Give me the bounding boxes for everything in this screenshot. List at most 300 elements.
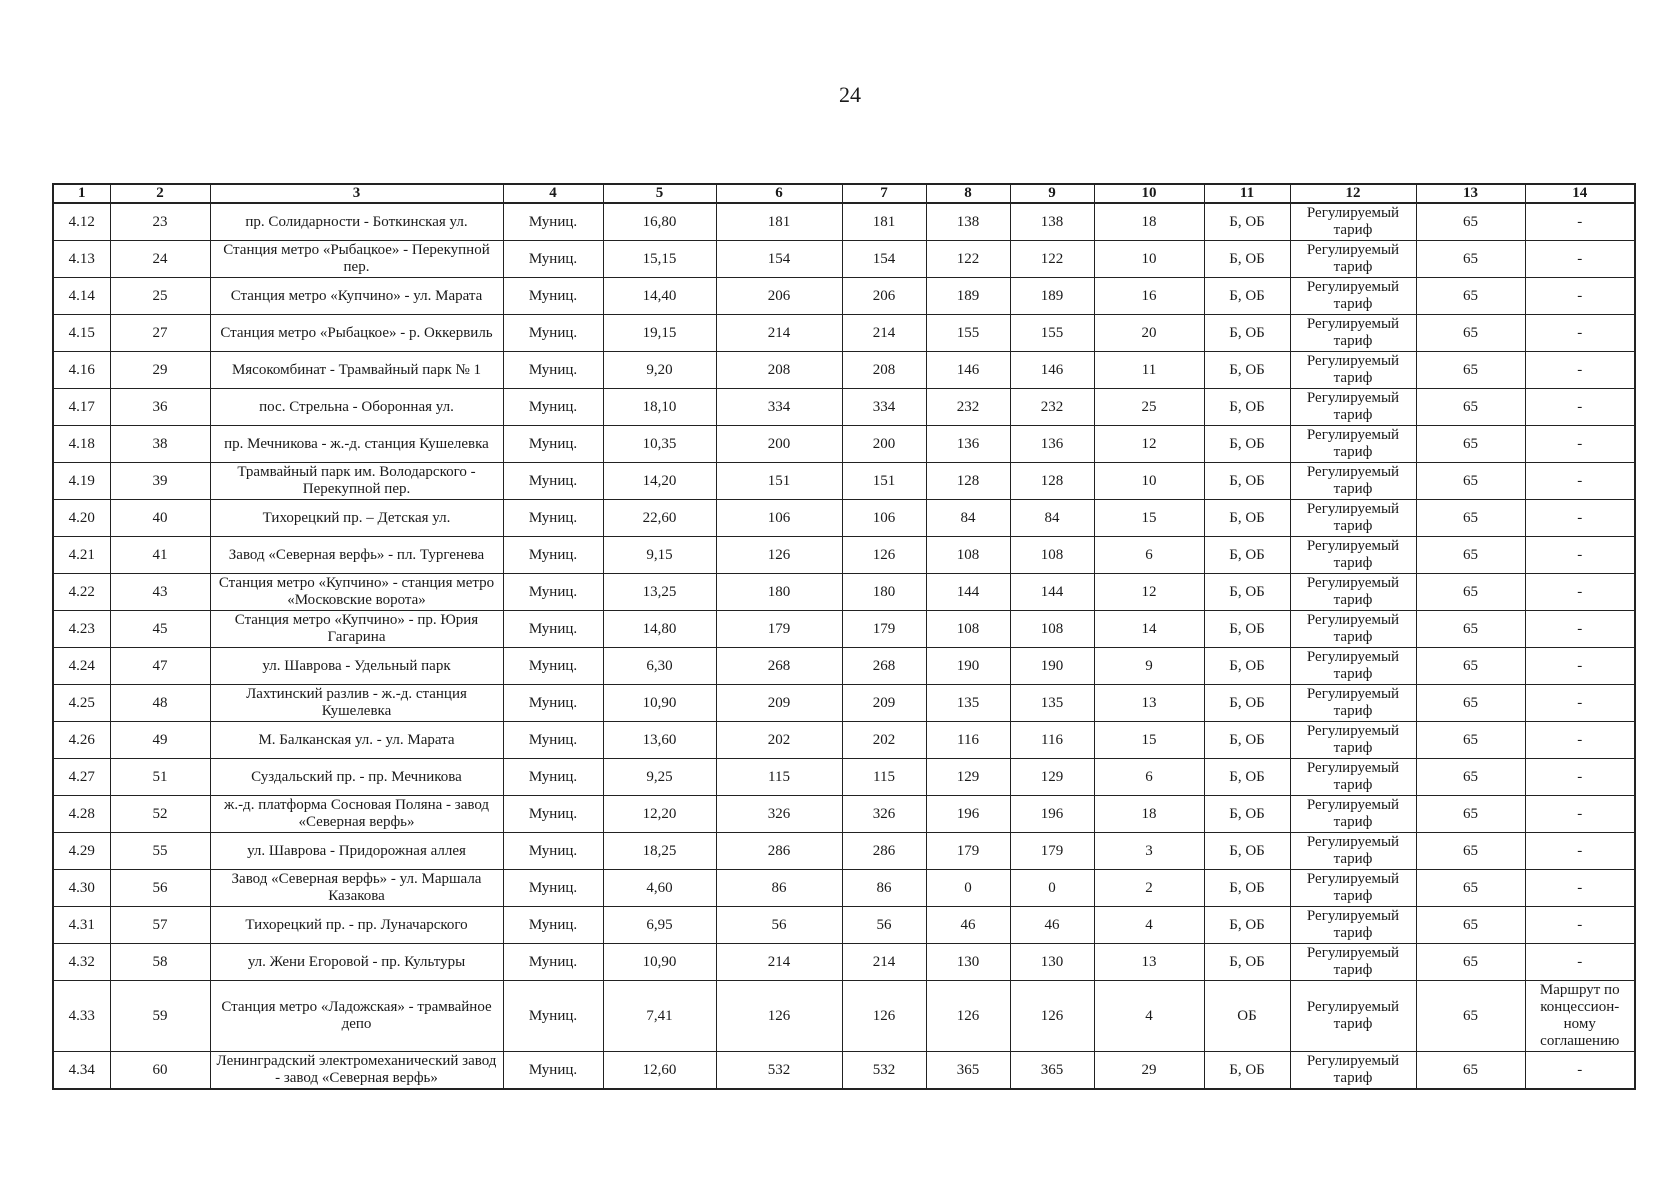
cell-capacity: 65	[1416, 759, 1525, 796]
routes-table	[52, 183, 1636, 1090]
cell-route-number: 38	[110, 426, 210, 463]
cell-stops-backward: 232	[1010, 389, 1094, 426]
cell-route-name: Завод «Северная верфь» - ул. Маршала Казакова	[210, 870, 503, 907]
cell-vehicle-class: Б, ОБ	[1204, 203, 1290, 241]
cell-route-name: Станция метро «Ладожская» - трамвайное депо	[210, 981, 503, 1052]
cell-vehicles: 6	[1094, 537, 1204, 574]
cell-vehicle-class: Б, ОБ	[1204, 944, 1290, 981]
cell-vehicles: 3	[1094, 833, 1204, 870]
cell-tariff: Регулируемый тариф	[1290, 278, 1416, 315]
cell-route-name: Лахтинский разлив - ж.-д. станция Кушелевка	[210, 685, 503, 722]
cell-tariff: Регулируемый тариф	[1290, 648, 1416, 685]
cell-notes: -	[1525, 389, 1635, 426]
cell-route-name: М. Балканская ул. - ул. Марата	[210, 722, 503, 759]
cell-vehicles: 15	[1094, 500, 1204, 537]
cell-vehicle-class: Б, ОБ	[1204, 833, 1290, 870]
cell-route-name: Тихорецкий пр. - пр. Луначарского	[210, 907, 503, 944]
cell-route-number: 59	[110, 981, 210, 1052]
cell-row-number: 4.22	[53, 574, 110, 611]
cell-route-number: 60	[110, 1052, 210, 1090]
cell-stop-count-forward: 532	[716, 1052, 842, 1090]
table-row	[53, 426, 1635, 463]
cell-stops-forward: 136	[926, 426, 1010, 463]
cell-capacity: 65	[1416, 574, 1525, 611]
cell-capacity: 65	[1416, 463, 1525, 500]
cell-stops-backward: 116	[1010, 722, 1094, 759]
cell-route-name: Суздальский пр. - пр. Мечникова	[210, 759, 503, 796]
cell-route-name: Трамвайный парк им. Володарского - Перекупной пер.	[210, 463, 503, 500]
cell-route-type: Муниц.	[503, 907, 603, 944]
cell-tariff: Регулируемый тариф	[1290, 315, 1416, 352]
cell-stop-count-backward: 179	[842, 611, 926, 648]
table-row	[53, 241, 1635, 278]
cell-vehicles: 6	[1094, 759, 1204, 796]
table-row	[53, 203, 1635, 241]
cell-stops-backward: 196	[1010, 796, 1094, 833]
cell-stops-forward: 189	[926, 278, 1010, 315]
page-number: 24	[839, 82, 861, 107]
table-body	[53, 203, 1635, 1089]
cell-route-number: 47	[110, 648, 210, 685]
cell-stops-backward: 126	[1010, 981, 1094, 1052]
table-row	[53, 907, 1635, 944]
cell-route-number: 43	[110, 574, 210, 611]
cell-stop-count-backward: 126	[842, 537, 926, 574]
cell-notes: -	[1525, 426, 1635, 463]
cell-tariff: Регулируемый тариф	[1290, 870, 1416, 907]
cell-row-number: 4.24	[53, 648, 110, 685]
cell-route-type: Муниц.	[503, 574, 603, 611]
cell-stops-forward: 130	[926, 944, 1010, 981]
cell-notes: -	[1525, 796, 1635, 833]
cell-tariff: Регулируемый тариф	[1290, 537, 1416, 574]
cell-stop-count-backward: 202	[842, 722, 926, 759]
cell-capacity: 65	[1416, 611, 1525, 648]
cell-notes: -	[1525, 352, 1635, 389]
cell-route-name: Станция метро «Рыбацкое» - р. Оккервиль	[210, 315, 503, 352]
cell-stops-backward: 144	[1010, 574, 1094, 611]
cell-tariff: Регулируемый тариф	[1290, 796, 1416, 833]
cell-stops-forward: 128	[926, 463, 1010, 500]
cell-stops-backward: 84	[1010, 500, 1094, 537]
cell-vehicles: 14	[1094, 611, 1204, 648]
cell-notes: -	[1525, 278, 1635, 315]
cell-route-type: Муниц.	[503, 352, 603, 389]
cell-stops-forward: 126	[926, 981, 1010, 1052]
cell-route-type: Муниц.	[503, 537, 603, 574]
table-row	[53, 759, 1635, 796]
cell-stops-backward: 365	[1010, 1052, 1094, 1090]
cell-route-length: 16,80	[603, 203, 716, 241]
cell-route-number: 25	[110, 278, 210, 315]
cell-vehicles: 10	[1094, 463, 1204, 500]
table-header	[53, 184, 1635, 203]
cell-route-number: 41	[110, 537, 210, 574]
cell-route-type: Муниц.	[503, 426, 603, 463]
cell-stop-count-forward: 115	[716, 759, 842, 796]
table-row	[53, 870, 1635, 907]
cell-route-length: 10,35	[603, 426, 716, 463]
cell-stops-backward: 155	[1010, 315, 1094, 352]
cell-capacity: 65	[1416, 426, 1525, 463]
cell-tariff: Регулируемый тариф	[1290, 574, 1416, 611]
cell-vehicle-class: Б, ОБ	[1204, 685, 1290, 722]
cell-notes: -	[1525, 648, 1635, 685]
cell-stops-backward: 136	[1010, 426, 1094, 463]
cell-route-type: Муниц.	[503, 1052, 603, 1090]
cell-vehicles: 15	[1094, 722, 1204, 759]
cell-stops-backward: 138	[1010, 203, 1094, 241]
cell-vehicle-class: Б, ОБ	[1204, 241, 1290, 278]
cell-stop-count-backward: 206	[842, 278, 926, 315]
cell-capacity: 65	[1416, 648, 1525, 685]
cell-vehicles: 12	[1094, 426, 1204, 463]
cell-vehicle-class: Б, ОБ	[1204, 759, 1290, 796]
cell-notes: -	[1525, 907, 1635, 944]
cell-route-length: 10,90	[603, 944, 716, 981]
column-header: 2	[110, 184, 210, 203]
cell-stop-count-backward: 126	[842, 981, 926, 1052]
cell-vehicle-class: Б, ОБ	[1204, 907, 1290, 944]
cell-route-length: 7,41	[603, 981, 716, 1052]
cell-vehicle-class: ОБ	[1204, 981, 1290, 1052]
cell-tariff: Регулируемый тариф	[1290, 981, 1416, 1052]
cell-route-name: ул. Шаврова - Удельный парк	[210, 648, 503, 685]
cell-stop-count-backward: 209	[842, 685, 926, 722]
cell-route-number: 29	[110, 352, 210, 389]
cell-notes: -	[1525, 500, 1635, 537]
cell-row-number: 4.31	[53, 907, 110, 944]
cell-stop-count-forward: 86	[716, 870, 842, 907]
cell-route-type: Муниц.	[503, 722, 603, 759]
table-row	[53, 944, 1635, 981]
cell-route-length: 9,15	[603, 537, 716, 574]
cell-notes: -	[1525, 203, 1635, 241]
cell-stop-count-forward: 180	[716, 574, 842, 611]
cell-route-length: 6,30	[603, 648, 716, 685]
table-row	[53, 1052, 1635, 1090]
cell-stop-count-forward: 56	[716, 907, 842, 944]
cell-route-number: 40	[110, 500, 210, 537]
column-header: 1	[53, 184, 110, 203]
cell-capacity: 65	[1416, 944, 1525, 981]
cell-route-number: 52	[110, 796, 210, 833]
cell-notes: -	[1525, 870, 1635, 907]
cell-stop-count-forward: 179	[716, 611, 842, 648]
cell-route-length: 4,60	[603, 870, 716, 907]
cell-vehicle-class: Б, ОБ	[1204, 870, 1290, 907]
column-header: 6	[716, 184, 842, 203]
cell-capacity: 65	[1416, 1052, 1525, 1090]
cell-vehicles: 2	[1094, 870, 1204, 907]
cell-stop-count-forward: 154	[716, 241, 842, 278]
cell-vehicles: 16	[1094, 278, 1204, 315]
cell-row-number: 4.17	[53, 389, 110, 426]
cell-route-number: 57	[110, 907, 210, 944]
cell-capacity: 65	[1416, 870, 1525, 907]
cell-stops-backward: 135	[1010, 685, 1094, 722]
cell-route-type: Муниц.	[503, 389, 603, 426]
cell-vehicles: 10	[1094, 241, 1204, 278]
cell-route-type: Муниц.	[503, 685, 603, 722]
cell-row-number: 4.13	[53, 241, 110, 278]
cell-route-length: 15,15	[603, 241, 716, 278]
cell-stop-count-backward: 181	[842, 203, 926, 241]
cell-stop-count-forward: 200	[716, 426, 842, 463]
cell-stops-backward: 189	[1010, 278, 1094, 315]
cell-route-number: 36	[110, 389, 210, 426]
cell-route-length: 14,20	[603, 463, 716, 500]
cell-vehicles: 9	[1094, 648, 1204, 685]
cell-notes: -	[1525, 611, 1635, 648]
cell-row-number: 4.16	[53, 352, 110, 389]
cell-vehicles: 18	[1094, 796, 1204, 833]
cell-row-number: 4.30	[53, 870, 110, 907]
cell-stop-count-forward: 334	[716, 389, 842, 426]
cell-stops-forward: 46	[926, 907, 1010, 944]
cell-route-length: 9,20	[603, 352, 716, 389]
cell-row-number: 4.34	[53, 1052, 110, 1090]
cell-route-number: 23	[110, 203, 210, 241]
cell-vehicle-class: Б, ОБ	[1204, 278, 1290, 315]
cell-capacity: 65	[1416, 796, 1525, 833]
cell-route-length: 13,60	[603, 722, 716, 759]
cell-stop-count-backward: 532	[842, 1052, 926, 1090]
cell-route-name: Станция метро «Рыбацкое» - Перекупной пер.	[210, 241, 503, 278]
cell-stop-count-forward: 286	[716, 833, 842, 870]
table-row	[53, 981, 1635, 1052]
cell-notes: -	[1525, 315, 1635, 352]
cell-notes: -	[1525, 722, 1635, 759]
cell-stops-backward: 129	[1010, 759, 1094, 796]
cell-row-number: 4.18	[53, 426, 110, 463]
cell-stops-forward: 365	[926, 1052, 1010, 1090]
cell-tariff: Регулируемый тариф	[1290, 944, 1416, 981]
cell-route-length: 18,25	[603, 833, 716, 870]
cell-route-type: Муниц.	[503, 796, 603, 833]
cell-stops-forward: 108	[926, 611, 1010, 648]
table-row	[53, 796, 1635, 833]
cell-stops-forward: 84	[926, 500, 1010, 537]
cell-vehicles: 13	[1094, 944, 1204, 981]
cell-route-length: 13,25	[603, 574, 716, 611]
cell-tariff: Регулируемый тариф	[1290, 352, 1416, 389]
cell-vehicle-class: Б, ОБ	[1204, 463, 1290, 500]
cell-stop-count-backward: 154	[842, 241, 926, 278]
cell-stop-count-forward: 202	[716, 722, 842, 759]
table-row	[53, 574, 1635, 611]
cell-capacity: 65	[1416, 389, 1525, 426]
cell-notes: -	[1525, 944, 1635, 981]
column-header: 11	[1204, 184, 1290, 203]
cell-vehicles: 20	[1094, 315, 1204, 352]
cell-notes: -	[1525, 241, 1635, 278]
cell-route-length: 10,90	[603, 685, 716, 722]
cell-vehicle-class: Б, ОБ	[1204, 574, 1290, 611]
cell-capacity: 65	[1416, 203, 1525, 241]
cell-stops-forward: 179	[926, 833, 1010, 870]
cell-capacity: 65	[1416, 685, 1525, 722]
cell-vehicle-class: Б, ОБ	[1204, 315, 1290, 352]
cell-tariff: Регулируемый тариф	[1290, 611, 1416, 648]
cell-stop-count-forward: 209	[716, 685, 842, 722]
cell-route-length: 12,60	[603, 1052, 716, 1090]
cell-route-type: Муниц.	[503, 944, 603, 981]
cell-row-number: 4.33	[53, 981, 110, 1052]
cell-vehicle-class: Б, ОБ	[1204, 426, 1290, 463]
cell-capacity: 65	[1416, 722, 1525, 759]
cell-tariff: Регулируемый тариф	[1290, 500, 1416, 537]
table-row	[53, 278, 1635, 315]
cell-vehicles: 29	[1094, 1052, 1204, 1090]
cell-route-number: 56	[110, 870, 210, 907]
cell-capacity: 65	[1416, 500, 1525, 537]
cell-stop-count-forward: 214	[716, 944, 842, 981]
table-row	[53, 833, 1635, 870]
table-row	[53, 722, 1635, 759]
cell-vehicle-class: Б, ОБ	[1204, 1052, 1290, 1090]
cell-row-number: 4.14	[53, 278, 110, 315]
cell-stop-count-backward: 151	[842, 463, 926, 500]
cell-notes: -	[1525, 463, 1635, 500]
cell-capacity: 65	[1416, 907, 1525, 944]
column-header: 13	[1416, 184, 1525, 203]
cell-tariff: Регулируемый тариф	[1290, 722, 1416, 759]
cell-row-number: 4.15	[53, 315, 110, 352]
cell-vehicle-class: Б, ОБ	[1204, 796, 1290, 833]
cell-vehicle-class: Б, ОБ	[1204, 389, 1290, 426]
cell-route-name: ул. Жени Егоровой - пр. Культуры	[210, 944, 503, 981]
cell-stop-count-backward: 115	[842, 759, 926, 796]
cell-capacity: 65	[1416, 981, 1525, 1052]
cell-notes: -	[1525, 537, 1635, 574]
cell-vehicles: 25	[1094, 389, 1204, 426]
cell-route-length: 22,60	[603, 500, 716, 537]
cell-route-length: 14,80	[603, 611, 716, 648]
cell-stops-forward: 144	[926, 574, 1010, 611]
cell-route-number: 27	[110, 315, 210, 352]
cell-stops-forward: 116	[926, 722, 1010, 759]
cell-row-number: 4.32	[53, 944, 110, 981]
cell-route-number: 24	[110, 241, 210, 278]
table-row	[53, 685, 1635, 722]
cell-route-name: пр. Солидарности - Боткинская ул.	[210, 203, 503, 241]
cell-capacity: 65	[1416, 537, 1525, 574]
cell-vehicle-class: Б, ОБ	[1204, 352, 1290, 389]
cell-route-type: Муниц.	[503, 203, 603, 241]
cell-stop-count-forward: 106	[716, 500, 842, 537]
cell-stops-backward: 108	[1010, 611, 1094, 648]
cell-stop-count-backward: 334	[842, 389, 926, 426]
cell-route-type: Муниц.	[503, 833, 603, 870]
cell-route-length: 9,25	[603, 759, 716, 796]
cell-route-name: ул. Шаврова - Придорожная аллея	[210, 833, 503, 870]
cell-tariff: Регулируемый тариф	[1290, 907, 1416, 944]
cell-stop-count-backward: 200	[842, 426, 926, 463]
cell-vehicles: 4	[1094, 981, 1204, 1052]
cell-route-type: Муниц.	[503, 648, 603, 685]
cell-tariff: Регулируемый тариф	[1290, 241, 1416, 278]
cell-vehicle-class: Б, ОБ	[1204, 722, 1290, 759]
cell-stop-count-backward: 326	[842, 796, 926, 833]
cell-stops-backward: 0	[1010, 870, 1094, 907]
cell-stop-count-backward: 214	[842, 315, 926, 352]
cell-route-number: 39	[110, 463, 210, 500]
cell-tariff: Регулируемый тариф	[1290, 426, 1416, 463]
cell-route-name: Станция метро «Купчино» - пр. Юрия Гагарина	[210, 611, 503, 648]
column-header: 4	[503, 184, 603, 203]
cell-tariff: Регулируемый тариф	[1290, 759, 1416, 796]
cell-stops-forward: 129	[926, 759, 1010, 796]
cell-tariff: Регулируемый тариф	[1290, 389, 1416, 426]
cell-route-number: 45	[110, 611, 210, 648]
column-header: 7	[842, 184, 926, 203]
cell-stops-forward: 135	[926, 685, 1010, 722]
cell-route-length: 14,40	[603, 278, 716, 315]
cell-stops-forward: 155	[926, 315, 1010, 352]
cell-vehicle-class: Б, ОБ	[1204, 500, 1290, 537]
column-header: 10	[1094, 184, 1204, 203]
cell-vehicles: 4	[1094, 907, 1204, 944]
cell-route-name: Ленинградский электромеханический завод - завод «Северная верфь»	[210, 1052, 503, 1090]
cell-stop-count-forward: 208	[716, 352, 842, 389]
cell-route-type: Муниц.	[503, 241, 603, 278]
cell-vehicle-class: Б, ОБ	[1204, 611, 1290, 648]
cell-capacity: 65	[1416, 241, 1525, 278]
cell-route-type: Муниц.	[503, 870, 603, 907]
cell-notes: -	[1525, 685, 1635, 722]
cell-stop-count-backward: 208	[842, 352, 926, 389]
cell-stops-forward: 232	[926, 389, 1010, 426]
cell-capacity: 65	[1416, 833, 1525, 870]
cell-route-number: 58	[110, 944, 210, 981]
cell-stops-backward: 179	[1010, 833, 1094, 870]
cell-row-number: 4.25	[53, 685, 110, 722]
table-row	[53, 537, 1635, 574]
cell-vehicle-class: Б, ОБ	[1204, 537, 1290, 574]
cell-stops-forward: 122	[926, 241, 1010, 278]
cell-route-type: Муниц.	[503, 759, 603, 796]
table-row	[53, 500, 1635, 537]
cell-notes: -	[1525, 833, 1635, 870]
cell-stop-count-backward: 106	[842, 500, 926, 537]
cell-stops-backward: 122	[1010, 241, 1094, 278]
cell-tariff: Регулируемый тариф	[1290, 463, 1416, 500]
cell-route-length: 19,15	[603, 315, 716, 352]
cell-row-number: 4.28	[53, 796, 110, 833]
column-header: 14	[1525, 184, 1635, 203]
cell-stop-count-backward: 214	[842, 944, 926, 981]
cell-row-number: 4.26	[53, 722, 110, 759]
cell-row-number: 4.23	[53, 611, 110, 648]
cell-stops-forward: 108	[926, 537, 1010, 574]
cell-stops-forward: 190	[926, 648, 1010, 685]
cell-stops-backward: 130	[1010, 944, 1094, 981]
cell-stops-backward: 108	[1010, 537, 1094, 574]
cell-stop-count-forward: 326	[716, 796, 842, 833]
table-row	[53, 648, 1635, 685]
cell-stops-forward: 196	[926, 796, 1010, 833]
cell-stop-count-forward: 126	[716, 537, 842, 574]
cell-route-length: 6,95	[603, 907, 716, 944]
cell-capacity: 65	[1416, 315, 1525, 352]
cell-row-number: 4.21	[53, 537, 110, 574]
cell-route-number: 55	[110, 833, 210, 870]
cell-capacity: 65	[1416, 352, 1525, 389]
cell-notes: -	[1525, 574, 1635, 611]
cell-stop-count-backward: 286	[842, 833, 926, 870]
cell-stops-backward: 190	[1010, 648, 1094, 685]
